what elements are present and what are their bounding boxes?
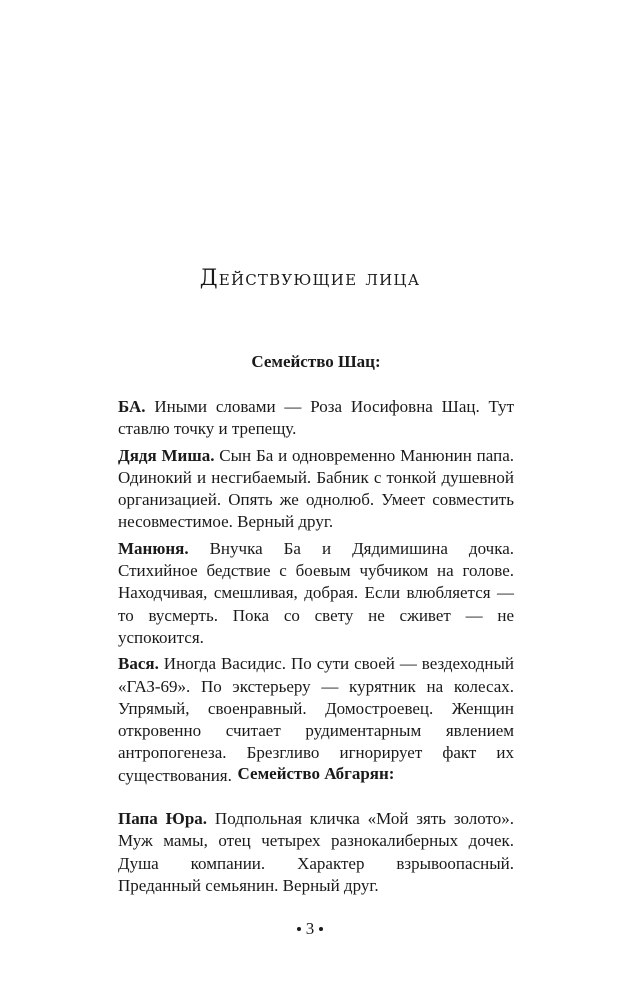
character-name: Папа Юра. bbox=[118, 809, 208, 828]
character-description: Внучка Ба и Дядимишина дочка. Стихийное бедствие с боевым чубчиком на голове. Находчивая, смешливая, добрая. Если влюбляется — то вусмерть. Пока со свету не сживет — не успокоится. bbox=[118, 538, 514, 647]
family-title: Семейство Абгарян: bbox=[237, 764, 395, 783]
character-name: БА. bbox=[118, 397, 146, 416]
bullet-dot-icon bbox=[319, 927, 323, 931]
character-description: Иногда Васидис. По сути своей — вездеходный «ГАЗ-69». По экстерьеру — курятник на колесах. Упрямый, своенравный. Домостроевец. Женщин откровенно считает рудиментарным явлением антропогенеза. Брезгливо игнорирует факт их существования. bbox=[118, 654, 514, 785]
character-entry-papa-yura bbox=[118, 808, 514, 897]
character-entry-dyadya-misha bbox=[118, 445, 514, 534]
character-list bbox=[118, 808, 514, 897]
family-title: Семейство Шац: bbox=[251, 352, 381, 371]
character-name: Вася. bbox=[118, 654, 159, 674]
character-entry-ba bbox=[118, 396, 514, 441]
page-number-value: 3 bbox=[305, 919, 315, 938]
character-name: Дядя Миша. bbox=[118, 445, 215, 465]
chapter-title: Действующие лица bbox=[199, 266, 421, 291]
page-number bbox=[0, 919, 620, 939]
family-section-abgaryan bbox=[118, 764, 514, 897]
character-description: Сын Ба и одновременно Манюнин папа. Одинокий и несгибаемый. Бабник с тонкой душевной организацией. Опять же однолюб. Умеет совместить несовместимое. Верный друг. bbox=[118, 445, 514, 532]
family-section-shatz bbox=[118, 352, 514, 787]
character-entry-manyunya bbox=[118, 538, 514, 649]
character-list bbox=[118, 396, 514, 787]
character-description: Иными словами — Роза Иосифовна Шац. Тут ставлю точку и трепещу. bbox=[118, 397, 514, 439]
character-description: Подпольная кличка «Мой зять золото». Муж мамы, отец четырех разнокалиберных дочек. Душа компании. Характер взрывоопасный. Преданный семьянин. Верный друг. bbox=[118, 809, 515, 895]
bullet-dot-icon bbox=[297, 927, 301, 931]
character-name: Манюня. bbox=[118, 538, 189, 558]
